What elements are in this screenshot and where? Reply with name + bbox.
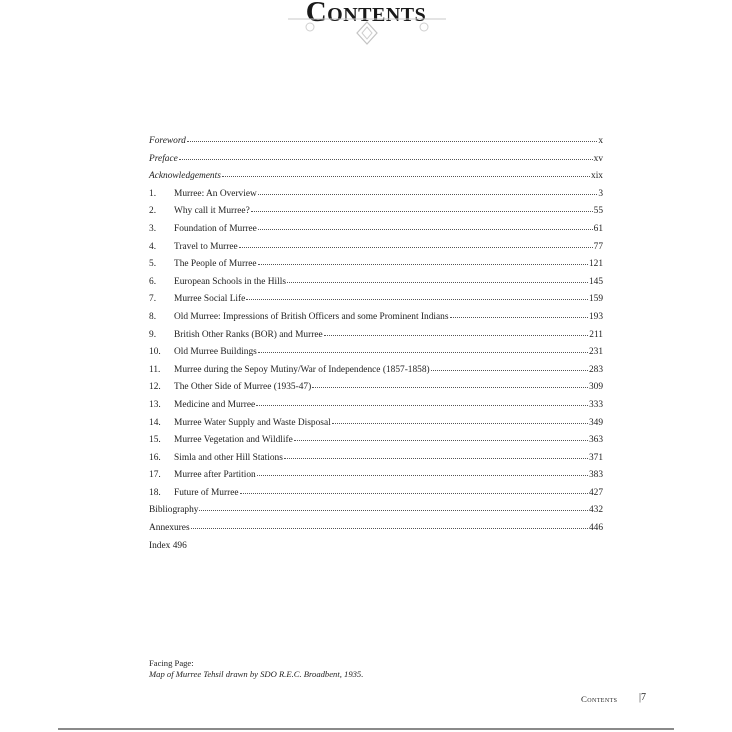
toc-entry-number: 10.: [149, 347, 161, 358]
facing-caption: Map of Murree Tehsil drawn by SDO R.E.C. Broadbent, 1935.: [149, 669, 364, 679]
toc-entry-page: 309: [588, 382, 603, 393]
toc-entry: [149, 224, 603, 242]
toc-entry-title: Acknowledgements: [149, 171, 221, 182]
page-number: |7: [639, 692, 647, 703]
dot-leader: [287, 281, 588, 283]
toc-entry: [149, 242, 603, 260]
toc-entry-title: Preface: [149, 153, 178, 164]
toc-entry: [149, 382, 603, 400]
dot-leader: [324, 334, 589, 336]
toc-entry-page: 159: [588, 294, 603, 305]
toc-entry-number: 15.: [149, 435, 161, 446]
toc-entry-number: 8.: [149, 311, 157, 322]
toc-entry-number: 14.: [149, 417, 161, 428]
dot-leader: [179, 158, 593, 160]
toc-entry: [149, 312, 603, 330]
toc-entry: [149, 453, 603, 471]
dot-leader: [332, 422, 588, 424]
toc-entry-title: Murree Water Supply and Waste Disposal: [174, 417, 331, 428]
toc-entry: [149, 435, 603, 453]
toc-entry-title: The Other Side of Murree (1935-47): [174, 382, 312, 393]
toc-entry: [149, 365, 603, 383]
toc-entry-page: 145: [588, 276, 603, 287]
toc-entry-page: 55: [593, 206, 603, 217]
toc-entry-title: British Other Ranks (BOR) and Murree: [174, 329, 323, 340]
toc-entry-number: 12.: [149, 382, 161, 393]
toc-entry-title: Old Murree Buildings: [174, 347, 257, 358]
toc-entry-title: Murree after Partition: [174, 470, 256, 481]
toc-entry-title: Old Murree: Impressions of British Officers and some Prominent Indians: [174, 311, 449, 322]
dot-leader: [257, 474, 588, 476]
toc-entry: [149, 206, 603, 224]
toc-entry-title: Murree Vegetation and Wildlife: [174, 435, 293, 446]
toc-entry: [149, 136, 603, 154]
toc-entry-number: 11.: [149, 364, 161, 375]
toc-entry-number: 7.: [149, 294, 157, 305]
toc-entry: [149, 171, 603, 189]
dot-leader: [258, 263, 588, 265]
toc-entry: [149, 294, 603, 312]
toc-entry-title: Foreword: [149, 136, 186, 146]
dot-leader: [199, 509, 587, 511]
toc-entry-title: Murree: An Overview: [174, 188, 257, 199]
toc-entry-title: Simla and other Hill Stations: [174, 452, 283, 463]
toc-entry-page: 349: [588, 417, 603, 428]
dot-leader: [222, 175, 590, 177]
dot-leader: [246, 298, 588, 300]
toc-entry-title: Murree during the Sepoy Mutiny/War of Independence (1857-1858): [174, 364, 430, 375]
dot-leader: [450, 316, 588, 318]
page-title: Contents: [305, 0, 427, 28]
toc-entry-title: Bibliography: [149, 505, 199, 516]
toc-entry-title: Annexures: [149, 523, 190, 534]
toc-entry-title: European Schools in the Hills: [174, 276, 286, 287]
title-ornament: [286, 14, 448, 48]
toc-entry: [149, 418, 603, 436]
toc-entry: [149, 505, 603, 523]
dot-leader: [251, 210, 593, 212]
toc-entry-number: 4.: [149, 241, 157, 252]
dot-leader: [312, 386, 588, 388]
toc-entry-number: 5.: [149, 259, 157, 270]
dot-leader: [294, 439, 588, 441]
toc-entry: [149, 400, 603, 418]
toc-entry-page: 3: [598, 188, 603, 199]
page-bottom-edge: [58, 728, 674, 730]
toc-entry-page: 383: [588, 470, 603, 481]
toc-entry-number: 18.: [149, 487, 161, 498]
toc-entry-page: 283: [588, 364, 603, 375]
toc-entry-title: Murree Social Life: [174, 294, 246, 305]
toc-entry-number: 16.: [149, 452, 161, 463]
dot-leader: [284, 457, 588, 459]
toc-entry: [149, 330, 603, 348]
toc-entry: [149, 470, 603, 488]
toc-entry-page: 333: [588, 399, 603, 410]
dot-leader: [239, 246, 593, 248]
toc-entry: [149, 154, 603, 172]
dot-leader: [240, 492, 588, 494]
facing-label: Facing Page:: [149, 658, 194, 668]
toc-entry-page: 446: [588, 523, 603, 534]
toc-entry-page: 121: [588, 259, 603, 270]
toc-entry-page: xix: [591, 171, 603, 182]
toc-entry-page: 371: [588, 452, 603, 463]
dot-leader: [431, 369, 588, 371]
dot-leader: [258, 351, 588, 353]
index-entry: [149, 541, 187, 559]
toc-entry-number: 6.: [149, 276, 157, 287]
index-text: Index 496: [149, 541, 187, 551]
toc-entry-page: 61: [593, 223, 603, 234]
toc-entry-title: Foundation of Murree: [174, 223, 257, 234]
toc-entry-title: Future of Murree: [174, 487, 239, 498]
toc-entry-page: 427: [588, 487, 603, 498]
toc-entry-page: 77: [593, 241, 603, 252]
toc-entry-page: 231: [588, 347, 603, 358]
dot-leader: [191, 527, 588, 529]
toc-entry: [149, 189, 603, 207]
table-of-contents: [149, 136, 603, 541]
toc-entry: [149, 347, 603, 365]
toc-entry: [149, 523, 603, 541]
toc-entry-number: 2.: [149, 206, 157, 217]
running-footer-title: Contents: [581, 694, 618, 704]
toc-entry-title: Why call it Murree?: [174, 206, 250, 217]
toc-entry-page: 193: [588, 311, 603, 322]
toc-entry-page: 432: [588, 505, 603, 516]
toc-entry-title: The People of Murree: [174, 259, 257, 270]
dot-leader: [256, 404, 588, 406]
dot-leader: [258, 193, 598, 195]
toc-entry: [149, 488, 603, 506]
toc-entry-page: x: [598, 136, 603, 146]
toc-entry-number: 3.: [149, 223, 157, 234]
toc-entry-number: 17.: [149, 470, 161, 481]
toc-entry-title: Medicine and Murree: [174, 399, 256, 410]
dot-leader: [187, 140, 598, 142]
toc-entry-number: 13.: [149, 399, 161, 410]
toc-entry: [149, 259, 603, 277]
dot-leader: [258, 228, 593, 230]
facing-page-note: [149, 658, 363, 680]
toc-entry-page: 211: [589, 329, 603, 340]
toc-entry-title: Travel to Murree: [174, 241, 238, 252]
toc-entry-number: 9.: [149, 329, 157, 340]
toc-entry-number: 1.: [149, 188, 157, 199]
toc-entry-page: 363: [588, 435, 603, 446]
toc-entry: [149, 277, 603, 295]
toc-entry-page: xv: [593, 153, 603, 164]
